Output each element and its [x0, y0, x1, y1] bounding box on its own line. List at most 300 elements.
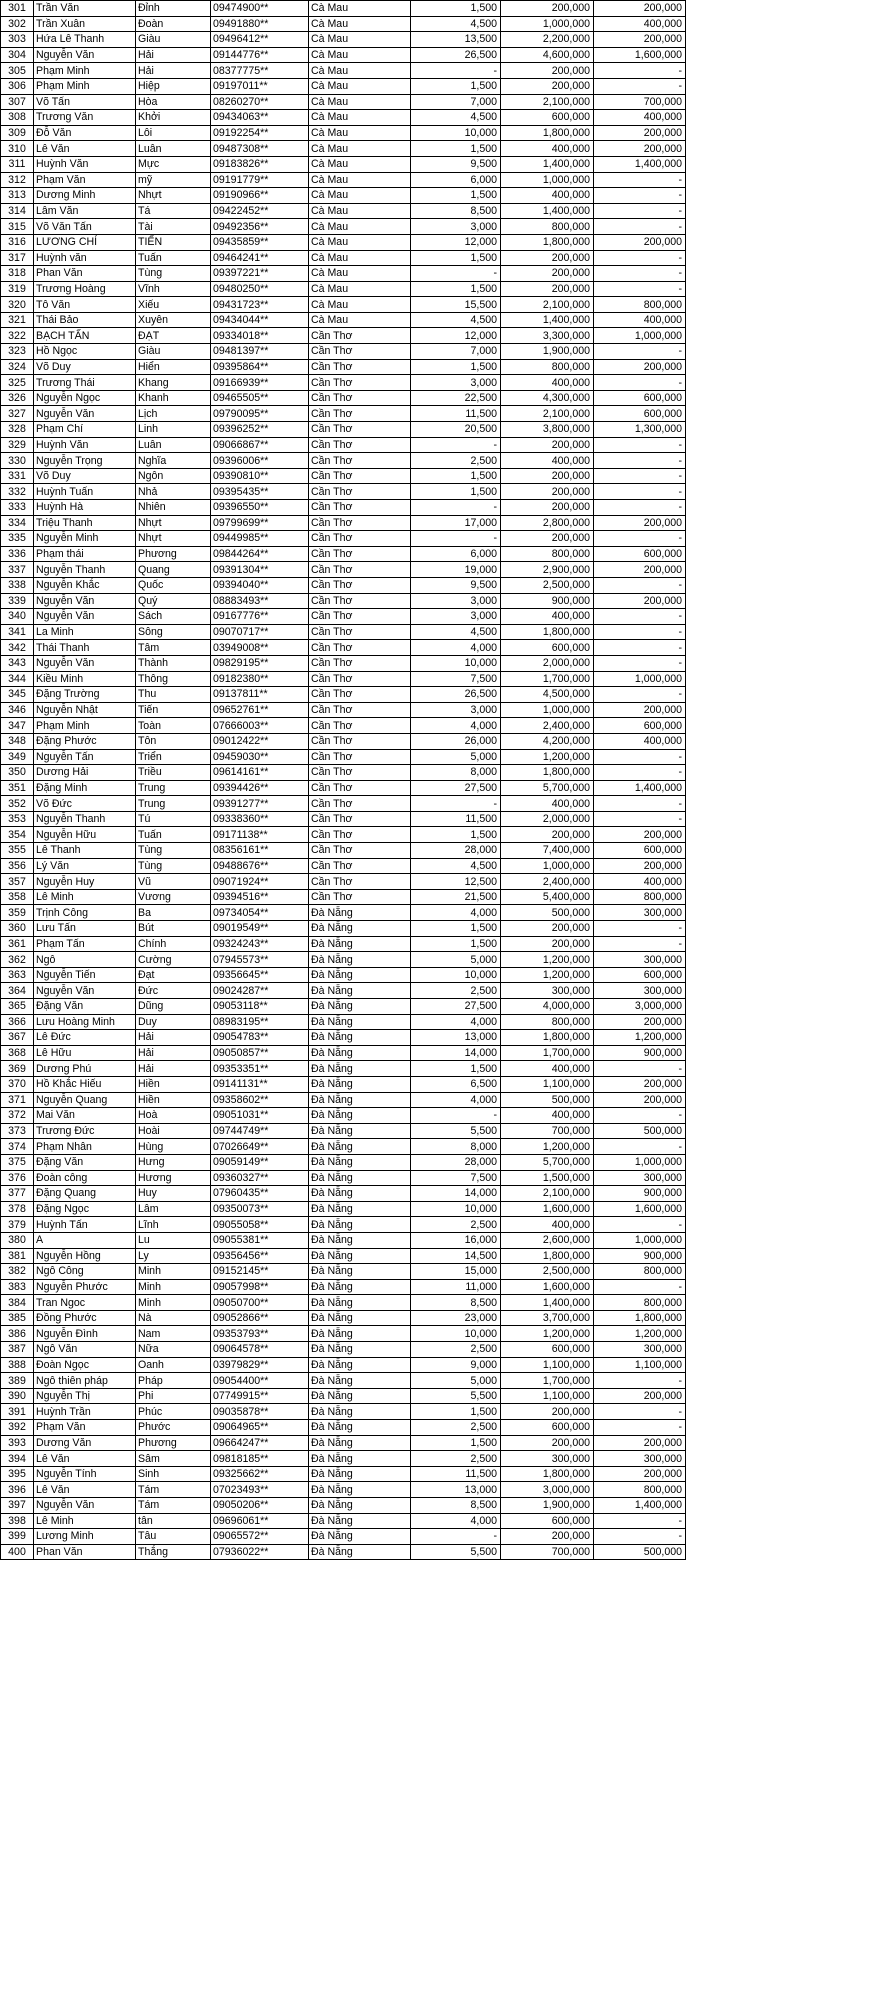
cell-bonus: - [594, 63, 686, 79]
table-row [1, 453, 686, 469]
cell-amount: 200,000 [501, 531, 594, 547]
table-row [1, 1123, 686, 1139]
cell-first-name: Trung [136, 796, 211, 812]
cell-points: 3,000 [411, 702, 501, 718]
table-row [1, 905, 686, 921]
cell-province: Cà Mau [309, 203, 411, 219]
cell-first-name: Nữa [136, 1342, 211, 1358]
table-row [1, 827, 686, 843]
cell-phone: 08983195** [211, 1014, 309, 1030]
cell-points: 1,500 [411, 78, 501, 94]
cell-amount: 3,300,000 [501, 328, 594, 344]
cell-province: Cần Thơ [309, 671, 411, 687]
cell-province: Cần Thơ [309, 765, 411, 781]
cell-points: 9,500 [411, 577, 501, 593]
cell-bonus: - [594, 484, 686, 500]
cell-last-middle-name: Đặng Minh [34, 780, 136, 796]
cell-last-middle-name: Ngô thiên pháp [34, 1373, 136, 1389]
cell-points: 5,000 [411, 1373, 501, 1389]
cell-points: 8,500 [411, 203, 501, 219]
cell-phone: 09431723** [211, 297, 309, 313]
cell-province: Đà Nẵng [309, 1295, 411, 1311]
cell-phone: 09481397** [211, 344, 309, 360]
table-row [1, 874, 686, 890]
table-row [1, 47, 686, 63]
cell-bonus: 1,200,000 [594, 1326, 686, 1342]
table-row [1, 952, 686, 968]
cell-bonus: 200,000 [594, 1092, 686, 1108]
cell-points: 5,500 [411, 1123, 501, 1139]
cell-row-number: 371 [1, 1092, 34, 1108]
cell-bonus: 200,000 [594, 702, 686, 718]
cell-first-name: Nhựt [136, 188, 211, 204]
cell-amount: 1,100,000 [501, 1076, 594, 1092]
cell-phone: 09050700** [211, 1295, 309, 1311]
cell-first-name: Tiến [136, 702, 211, 718]
cell-last-middle-name: Huỳnh Hà [34, 500, 136, 516]
cell-points: 17,000 [411, 515, 501, 531]
cell-first-name: Minh [136, 1264, 211, 1280]
cell-amount: 1,100,000 [501, 1357, 594, 1373]
cell-amount: 1,600,000 [501, 1201, 594, 1217]
cell-last-middle-name: Huỳnh Tuấn [34, 484, 136, 500]
cell-province: Đà Nẵng [309, 952, 411, 968]
cell-row-number: 325 [1, 375, 34, 391]
cell-phone: 09065572** [211, 1529, 309, 1545]
cell-bonus: - [594, 172, 686, 188]
cell-phone: 07023493** [211, 1482, 309, 1498]
cell-first-name: Hiền [136, 1092, 211, 1108]
cell-province: Đà Nẵng [309, 1544, 411, 1560]
cell-bonus: - [594, 749, 686, 765]
table-row [1, 437, 686, 453]
cell-phone: 07945573** [211, 952, 309, 968]
cell-phone: 09496412** [211, 32, 309, 48]
cell-amount: 200,000 [501, 1, 594, 17]
cell-last-middle-name: Phạm thái [34, 546, 136, 562]
cell-first-name: Hiền [136, 1076, 211, 1092]
cell-province: Đà Nẵng [309, 1170, 411, 1186]
cell-amount: 2,000,000 [501, 811, 594, 827]
cell-last-middle-name: Đoàn công [34, 1170, 136, 1186]
cell-amount: 800,000 [501, 546, 594, 562]
cell-bonus: - [594, 1279, 686, 1295]
cell-points: - [411, 1529, 501, 1545]
cell-province: Đà Nẵng [309, 1482, 411, 1498]
cell-points: 1,500 [411, 250, 501, 266]
cell-first-name: Hiệp [136, 78, 211, 94]
cell-row-number: 380 [1, 1232, 34, 1248]
cell-last-middle-name: Ngô Văn [34, 1342, 136, 1358]
cell-first-name: Hòa [136, 94, 211, 110]
cell-last-middle-name: Nguyễn Minh [34, 531, 136, 547]
cell-bonus: - [594, 266, 686, 282]
cell-amount: 1,000,000 [501, 172, 594, 188]
cell-last-middle-name: Trương Văn [34, 110, 136, 126]
cell-province: Cần Thơ [309, 843, 411, 859]
cell-first-name: Đạt [136, 967, 211, 983]
cell-phone: 09435859** [211, 234, 309, 250]
cell-amount: 5,700,000 [501, 780, 594, 796]
cell-last-middle-name: Dương Minh [34, 188, 136, 204]
cell-row-number: 389 [1, 1373, 34, 1389]
cell-bonus: 200,000 [594, 234, 686, 250]
cell-row-number: 307 [1, 94, 34, 110]
cell-amount: 1,800,000 [501, 765, 594, 781]
cell-bonus: 1,000,000 [594, 671, 686, 687]
cell-last-middle-name: Phạm Văn [34, 1420, 136, 1436]
table-row [1, 811, 686, 827]
cell-last-middle-name: Tô Văn [34, 297, 136, 313]
cell-bonus: 200,000 [594, 858, 686, 874]
table-row [1, 1498, 686, 1514]
cell-phone: 09360327** [211, 1170, 309, 1186]
cell-phone: 09338360** [211, 811, 309, 827]
cell-last-middle-name: Phạm Minh [34, 718, 136, 734]
cell-province: Cần Thơ [309, 562, 411, 578]
cell-phone: 09465505** [211, 390, 309, 406]
table-row [1, 1295, 686, 1311]
cell-province: Cà Mau [309, 94, 411, 110]
cell-first-name: Trung [136, 780, 211, 796]
cell-last-middle-name: Nguyễn Quang [34, 1092, 136, 1108]
cell-bonus: 1,400,000 [594, 780, 686, 796]
cell-phone: 09064578** [211, 1342, 309, 1358]
cell-phone: 09390810** [211, 468, 309, 484]
cell-bonus: - [594, 250, 686, 266]
cell-amount: 1,700,000 [501, 1045, 594, 1061]
cell-phone: 09652761** [211, 702, 309, 718]
cell-first-name: TIẾN [136, 234, 211, 250]
cell-row-number: 316 [1, 234, 34, 250]
cell-row-number: 367 [1, 1030, 34, 1046]
cell-bonus: - [594, 765, 686, 781]
cell-points: 3,000 [411, 609, 501, 625]
cell-phone: 09395864** [211, 359, 309, 375]
cell-bonus: 800,000 [594, 1264, 686, 1280]
cell-amount: 4,300,000 [501, 390, 594, 406]
cell-points: 28,000 [411, 1154, 501, 1170]
cell-points: - [411, 63, 501, 79]
cell-row-number: 331 [1, 468, 34, 484]
cell-row-number: 348 [1, 733, 34, 749]
cell-first-name: Luân [136, 437, 211, 453]
cell-amount: 500,000 [501, 905, 594, 921]
cell-amount: 600,000 [501, 1342, 594, 1358]
cell-province: Đà Nẵng [309, 1326, 411, 1342]
table-row [1, 718, 686, 734]
cell-province: Cà Mau [309, 125, 411, 141]
cell-phone: 09071924** [211, 874, 309, 890]
cell-points: 1,500 [411, 1404, 501, 1420]
cell-row-number: 318 [1, 266, 34, 282]
cell-last-middle-name: Nguyễn Thanh [34, 811, 136, 827]
cell-points: 28,000 [411, 843, 501, 859]
cell-phone: 07936022** [211, 1544, 309, 1560]
cell-points: 20,500 [411, 422, 501, 438]
table-row [1, 655, 686, 671]
cell-points: 1,500 [411, 484, 501, 500]
cell-last-middle-name: BẠCH TẤN [34, 328, 136, 344]
cell-province: Đà Nẵng [309, 1373, 411, 1389]
table-row [1, 562, 686, 578]
cell-first-name: Hải [136, 47, 211, 63]
cell-province: Cần Thơ [309, 531, 411, 547]
cell-points: 1,500 [411, 141, 501, 157]
cell-last-middle-name: Hồ Ngọc [34, 344, 136, 360]
cell-points: - [411, 437, 501, 453]
cell-phone: 09057998** [211, 1279, 309, 1295]
cell-first-name: Minh [136, 1295, 211, 1311]
cell-points: 4,000 [411, 1014, 501, 1030]
cell-row-number: 377 [1, 1186, 34, 1202]
cell-province: Đà Nẵng [309, 1498, 411, 1514]
cell-bonus: 200,000 [594, 32, 686, 48]
cell-phone: 09790095** [211, 406, 309, 422]
table-row [1, 359, 686, 375]
cell-phone: 09192254** [211, 125, 309, 141]
cell-first-name: Dũng [136, 999, 211, 1015]
cell-amount: 2,600,000 [501, 1232, 594, 1248]
cell-bonus: - [594, 1373, 686, 1389]
cell-row-number: 311 [1, 156, 34, 172]
cell-phone: 09474900** [211, 1, 309, 17]
cell-points: 8,500 [411, 1498, 501, 1514]
cell-points: 16,000 [411, 1232, 501, 1248]
cell-last-middle-name: Dương Văn [34, 1435, 136, 1451]
cell-province: Đà Nẵng [309, 1513, 411, 1529]
cell-first-name: tân [136, 1513, 211, 1529]
cell-first-name: Ba [136, 905, 211, 921]
cell-amount: 1,900,000 [501, 344, 594, 360]
table-row [1, 609, 686, 625]
cell-phone: 09053118** [211, 999, 309, 1015]
cell-points: 27,500 [411, 780, 501, 796]
cell-province: Cần Thơ [309, 733, 411, 749]
table-row [1, 484, 686, 500]
cell-points: - [411, 266, 501, 282]
cell-phone: 08377775** [211, 63, 309, 79]
cell-amount: 200,000 [501, 1435, 594, 1451]
cell-row-number: 330 [1, 453, 34, 469]
cell-bonus: - [594, 577, 686, 593]
cell-amount: 4,500,000 [501, 687, 594, 703]
cell-phone: 09396550** [211, 500, 309, 516]
cell-first-name: Nà [136, 1310, 211, 1326]
cell-province: Cà Mau [309, 297, 411, 313]
cell-first-name: Ngôn [136, 468, 211, 484]
cell-bonus: 900,000 [594, 1248, 686, 1264]
cell-row-number: 319 [1, 281, 34, 297]
cell-row-number: 364 [1, 983, 34, 999]
cell-row-number: 362 [1, 952, 34, 968]
cell-points: 5,000 [411, 749, 501, 765]
cell-row-number: 341 [1, 624, 34, 640]
cell-province: Đà Nẵng [309, 1061, 411, 1077]
cell-phone: 07960435** [211, 1186, 309, 1202]
cell-last-middle-name: Trương Đức [34, 1123, 136, 1139]
cell-phone: 09064965** [211, 1420, 309, 1436]
cell-province: Đà Nẵng [309, 1279, 411, 1295]
cell-last-middle-name: Đặng Phước [34, 733, 136, 749]
cell-first-name: Tâu [136, 1529, 211, 1545]
table-row [1, 1030, 686, 1046]
cell-amount: 2,900,000 [501, 562, 594, 578]
cell-row-number: 355 [1, 843, 34, 859]
cell-points: 11,000 [411, 1279, 501, 1295]
cell-phone: 03979829** [211, 1357, 309, 1373]
cell-points: 11,500 [411, 1466, 501, 1482]
cell-last-middle-name: Nguyễn Thanh [34, 562, 136, 578]
cell-row-number: 324 [1, 359, 34, 375]
cell-province: Đà Nẵng [309, 1076, 411, 1092]
cell-amount: 4,600,000 [501, 47, 594, 63]
cell-row-number: 333 [1, 500, 34, 516]
cell-row-number: 384 [1, 1295, 34, 1311]
cell-bonus: 300,000 [594, 905, 686, 921]
cell-phone: 09353793** [211, 1326, 309, 1342]
cell-bonus: - [594, 921, 686, 937]
cell-row-number: 310 [1, 141, 34, 157]
cell-row-number: 381 [1, 1248, 34, 1264]
cell-amount: 5,700,000 [501, 1154, 594, 1170]
cell-amount: 2,000,000 [501, 655, 594, 671]
cell-points: 15,500 [411, 297, 501, 313]
cell-first-name: Khang [136, 375, 211, 391]
cell-points: 4,500 [411, 624, 501, 640]
cell-province: Cần Thơ [309, 359, 411, 375]
cell-first-name: Vương [136, 889, 211, 905]
cell-bonus: 300,000 [594, 1342, 686, 1358]
cell-first-name: Nam [136, 1326, 211, 1342]
cell-first-name: Thông [136, 671, 211, 687]
cell-bonus: 300,000 [594, 952, 686, 968]
cell-first-name: Giàu [136, 344, 211, 360]
cell-points: 7,000 [411, 94, 501, 110]
cell-first-name: Sông [136, 624, 211, 640]
cell-amount: 2,100,000 [501, 406, 594, 422]
table-row [1, 125, 686, 141]
table-row [1, 1404, 686, 1420]
cell-last-middle-name: Lê Văn [34, 1451, 136, 1467]
cell-row-number: 396 [1, 1482, 34, 1498]
cell-row-number: 372 [1, 1108, 34, 1124]
cell-points: 7,500 [411, 1170, 501, 1186]
cell-row-number: 395 [1, 1466, 34, 1482]
cell-amount: 400,000 [501, 141, 594, 157]
cell-first-name: Sâm [136, 1451, 211, 1467]
table-row [1, 1061, 686, 1077]
cell-bonus: - [594, 1404, 686, 1420]
cell-first-name: Linh [136, 422, 211, 438]
cell-amount: 200,000 [501, 78, 594, 94]
table-row [1, 1310, 686, 1326]
cell-last-middle-name: Trương Hoàng [34, 281, 136, 297]
table-row [1, 312, 686, 328]
cell-last-middle-name: Lê Minh [34, 1513, 136, 1529]
table-row [1, 203, 686, 219]
cell-row-number: 351 [1, 780, 34, 796]
cell-bonus: 200,000 [594, 1076, 686, 1092]
cell-bonus: 200,000 [594, 125, 686, 141]
cell-last-middle-name: Nguyễn Đình [34, 1326, 136, 1342]
cell-bonus: 900,000 [594, 1186, 686, 1202]
cell-last-middle-name: Nguyễn Phước [34, 1279, 136, 1295]
cell-row-number: 334 [1, 515, 34, 531]
cell-first-name: Tùng [136, 266, 211, 282]
table-row [1, 1357, 686, 1373]
table-row [1, 110, 686, 126]
cell-province: Cà Mau [309, 312, 411, 328]
cell-last-middle-name: Võ Văn Tấn [34, 219, 136, 235]
cell-last-middle-name: Hứa Lê Thanh [34, 32, 136, 48]
cell-row-number: 302 [1, 16, 34, 32]
cell-phone: 09051031** [211, 1108, 309, 1124]
cell-points: 23,000 [411, 1310, 501, 1326]
cell-province: Cần Thơ [309, 515, 411, 531]
cell-first-name: Lu [136, 1232, 211, 1248]
cell-bonus: 800,000 [594, 297, 686, 313]
cell-phone: 09166939** [211, 375, 309, 391]
cell-amount: 1,800,000 [501, 234, 594, 250]
cell-bonus: - [594, 624, 686, 640]
cell-phone: 09167776** [211, 609, 309, 625]
cell-row-number: 309 [1, 125, 34, 141]
table-row [1, 375, 686, 391]
table-row [1, 188, 686, 204]
cell-phone: 09422452** [211, 203, 309, 219]
cell-last-middle-name: Nguyễn Ngọc [34, 390, 136, 406]
cell-province: Đà Nẵng [309, 999, 411, 1015]
cell-amount: 1,800,000 [501, 1248, 594, 1264]
cell-first-name: Lĩnh [136, 1217, 211, 1233]
cell-first-name: Hải [136, 1061, 211, 1077]
cell-points: 13,000 [411, 1030, 501, 1046]
cell-points: 10,000 [411, 1201, 501, 1217]
table-row [1, 1154, 686, 1170]
cell-points: 7,000 [411, 344, 501, 360]
cell-amount: 600,000 [501, 1420, 594, 1436]
cell-points: 1,500 [411, 936, 501, 952]
cell-row-number: 365 [1, 999, 34, 1015]
cell-row-number: 344 [1, 671, 34, 687]
table-row [1, 1, 686, 17]
cell-last-middle-name: Đặng Văn [34, 1154, 136, 1170]
cell-amount: 1,400,000 [501, 1295, 594, 1311]
cell-first-name: Nghĩa [136, 453, 211, 469]
cell-first-name: Hưng [136, 1154, 211, 1170]
cell-first-name: Nhả [136, 484, 211, 500]
cell-amount: 1,000,000 [501, 702, 594, 718]
cell-province: Cần Thơ [309, 609, 411, 625]
cell-amount: 3,700,000 [501, 1310, 594, 1326]
cell-amount: 3,000,000 [501, 1482, 594, 1498]
cell-first-name: Minh [136, 1279, 211, 1295]
cell-amount: 200,000 [501, 468, 594, 484]
cell-bonus: 600,000 [594, 390, 686, 406]
cell-bonus: - [594, 640, 686, 656]
cell-province: Cà Mau [309, 110, 411, 126]
cell-first-name: Tám [136, 1482, 211, 1498]
cell-last-middle-name: Trương Thái [34, 375, 136, 391]
cell-amount: 200,000 [501, 437, 594, 453]
cell-amount: 5,400,000 [501, 889, 594, 905]
cell-row-number: 335 [1, 531, 34, 547]
table-row [1, 328, 686, 344]
cell-points: 13,500 [411, 32, 501, 48]
cell-last-middle-name: Mai Văn [34, 1108, 136, 1124]
cell-row-number: 303 [1, 32, 34, 48]
